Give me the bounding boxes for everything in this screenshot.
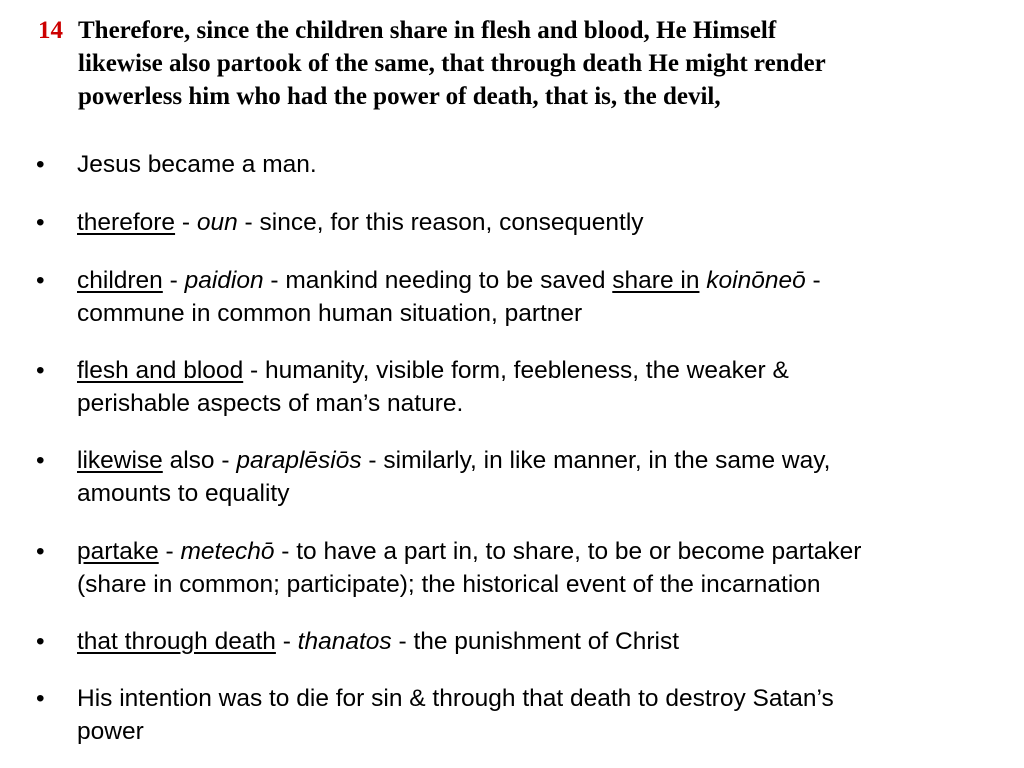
- bullet-text-segment: amounts to equality: [77, 480, 290, 507]
- bullet-text-segment: - since, for this reason, consequently: [237, 209, 644, 236]
- bullet-text: [77, 354, 1007, 420]
- bullet-line: [77, 444, 1007, 477]
- bullet-dot: •: [36, 447, 45, 474]
- bullet-line: [77, 682, 1007, 715]
- bullet-line: [77, 206, 1007, 239]
- bullet-line: [77, 148, 1007, 181]
- bullet-text-segment: -: [162, 267, 185, 294]
- bullet-line: [77, 264, 1007, 297]
- bullet-text: [77, 444, 1007, 510]
- bullet-dot: •: [36, 151, 45, 178]
- bullet-dot: •: [36, 209, 45, 236]
- greek-word: metechō: [180, 538, 275, 565]
- verse-number: 14: [38, 17, 63, 44]
- bullet-text: [77, 206, 1007, 239]
- underlined-term: that through death: [77, 628, 276, 655]
- greek-word: thanatos: [297, 628, 392, 655]
- bullet-line: [77, 625, 1007, 658]
- bullet-line: [77, 297, 1007, 330]
- bullet-text-segment: (share in common; participate); the historical event of the incarnation: [77, 571, 821, 598]
- bullet-text-segment: - humanity, visible form, feebleness, the weaker &: [243, 357, 789, 384]
- bullet-dot: •: [36, 628, 45, 655]
- bullet-text-segment: commune in common human situation, partner: [77, 300, 583, 327]
- bullet-text-segment: His intention was to die for sin & through that death to destroy Satan’s: [77, 685, 834, 712]
- bullet-line: [77, 715, 1007, 748]
- underlined-term: partake: [77, 538, 159, 565]
- bullet-line: [77, 477, 1007, 510]
- bullet-text: [77, 625, 1007, 658]
- bullet-dot: •: [36, 538, 45, 565]
- bullet-line: [77, 568, 1007, 601]
- bullet-text: [77, 682, 1007, 748]
- bullet-text: [77, 535, 1007, 601]
- underlined-term: children: [77, 267, 163, 294]
- bullet-line: [77, 387, 1007, 420]
- bullet-line: [77, 535, 1007, 568]
- verse-line: likewise also partook of the same, that through death He might render: [78, 50, 826, 77]
- bullet-text: [77, 148, 1007, 181]
- greek-word: paraplēsiōs: [236, 447, 362, 474]
- bullet-text-segment: -: [175, 209, 197, 236]
- bullet-text-segment: -: [275, 628, 298, 655]
- bullet-text-segment: - to have a part in, to share, to be or become partaker: [274, 538, 862, 565]
- verse-line: powerless him who had the power of death, that is, the devil,: [78, 83, 721, 110]
- verse-line: Therefore, since the children share in flesh and blood, He Himself: [78, 17, 777, 44]
- underlined-term: therefore: [77, 209, 176, 236]
- bullet-text-segment: - mankind needing to be saved: [263, 267, 613, 294]
- underlined-term: flesh and blood: [77, 357, 244, 384]
- bullet-text-segment: perishable aspects of man’s nature.: [77, 390, 464, 417]
- greek-word: oun: [196, 209, 238, 236]
- bullet-text-segment: - similarly, in like manner, in the same way,: [361, 447, 831, 474]
- bullet-text-segment: -: [805, 267, 821, 294]
- bullet-text-segment: - the punishment of Christ: [391, 628, 679, 655]
- bullet-text-segment: power: [77, 718, 144, 745]
- greek-word: koinōneō: [706, 267, 806, 294]
- greek-word: paidion: [184, 267, 264, 294]
- underlined-term: likewise: [77, 447, 163, 474]
- bullet-text-segment: also -: [162, 447, 237, 474]
- bullet-dot: •: [36, 685, 45, 712]
- bullet-text: [77, 264, 1007, 330]
- bullet-line: [77, 354, 1007, 387]
- underlined-term: share in: [612, 267, 700, 294]
- bullet-text-segment: Jesus became a man.: [77, 151, 317, 178]
- bullet-text-segment: -: [158, 538, 181, 565]
- bullet-dot: •: [36, 357, 45, 384]
- bullet-dot: •: [36, 267, 45, 294]
